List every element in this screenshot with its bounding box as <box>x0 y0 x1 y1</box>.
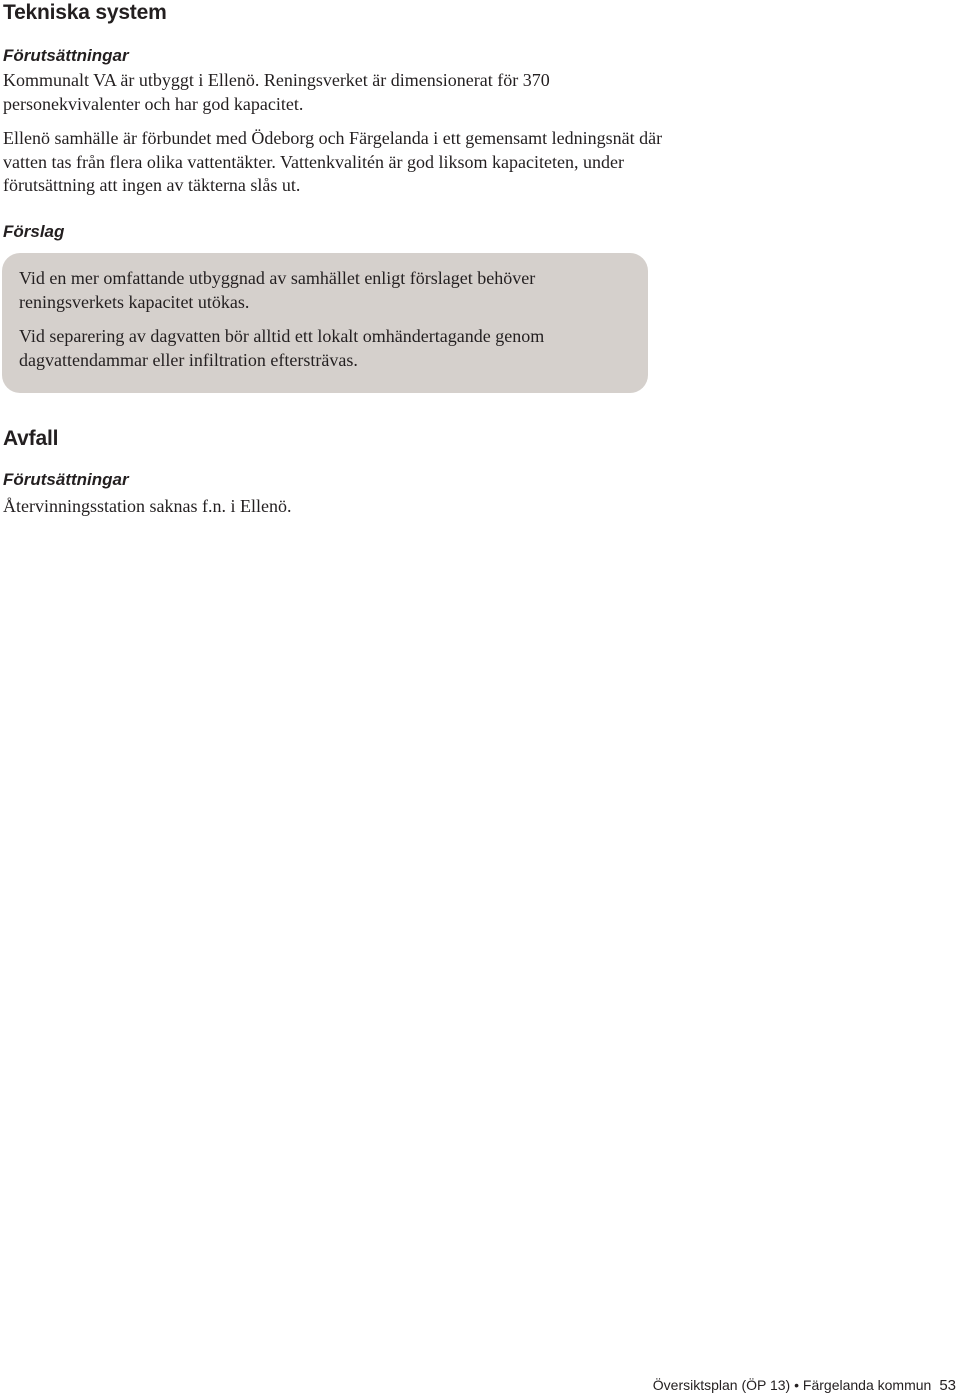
proposal-text: Vid separering av dagvatten bör alltid ett lokalt omhändertagande genom dagvattendammar eller infiltration eftersträvas. <box>19 326 545 370</box>
subheading-forslag: Förslag <box>3 222 65 241</box>
subheading-forutsattningar: Förutsättningar <box>3 46 129 65</box>
proposal-text: Vid en mer omfattande utbyggnad av samhället enligt förslaget behöver reningsverkets kapacitet utökas. <box>19 268 536 312</box>
paragraph-va: Kommunalt VA är utbyggt i Ellenö. Reningsverket är dimensionerat för 370 personekvivalenter och har god kapacitet. <box>3 70 550 114</box>
page-number: 53 <box>939 1377 956 1394</box>
paragraph-ledningsnat: Ellenö samhälle är förbundet med Ödeborg och Färgelanda i ett gemensamt ledningsnät där vatten tas från flera olika vattentäkter. Vattenkvalitén är god liksom kapaciteten, under förutsättning att ingen av täkterna slås ut. <box>3 128 663 195</box>
proposal-box <box>2 253 648 393</box>
section-heading-tekniska-system: Tekniska system <box>3 1 167 24</box>
subheading-forutsattningar-avfall: Förutsättningar <box>3 470 129 489</box>
paragraph-atervinning: Återvinningsstation saknas f.n. i Ellenö. <box>3 496 292 516</box>
section-heading-avfall: Avfall <box>3 427 59 450</box>
footer-title: Översiktsplan (ÖP 13) • Färgelanda kommun <box>652 1377 932 1393</box>
page-footer <box>653 1375 956 1396</box>
